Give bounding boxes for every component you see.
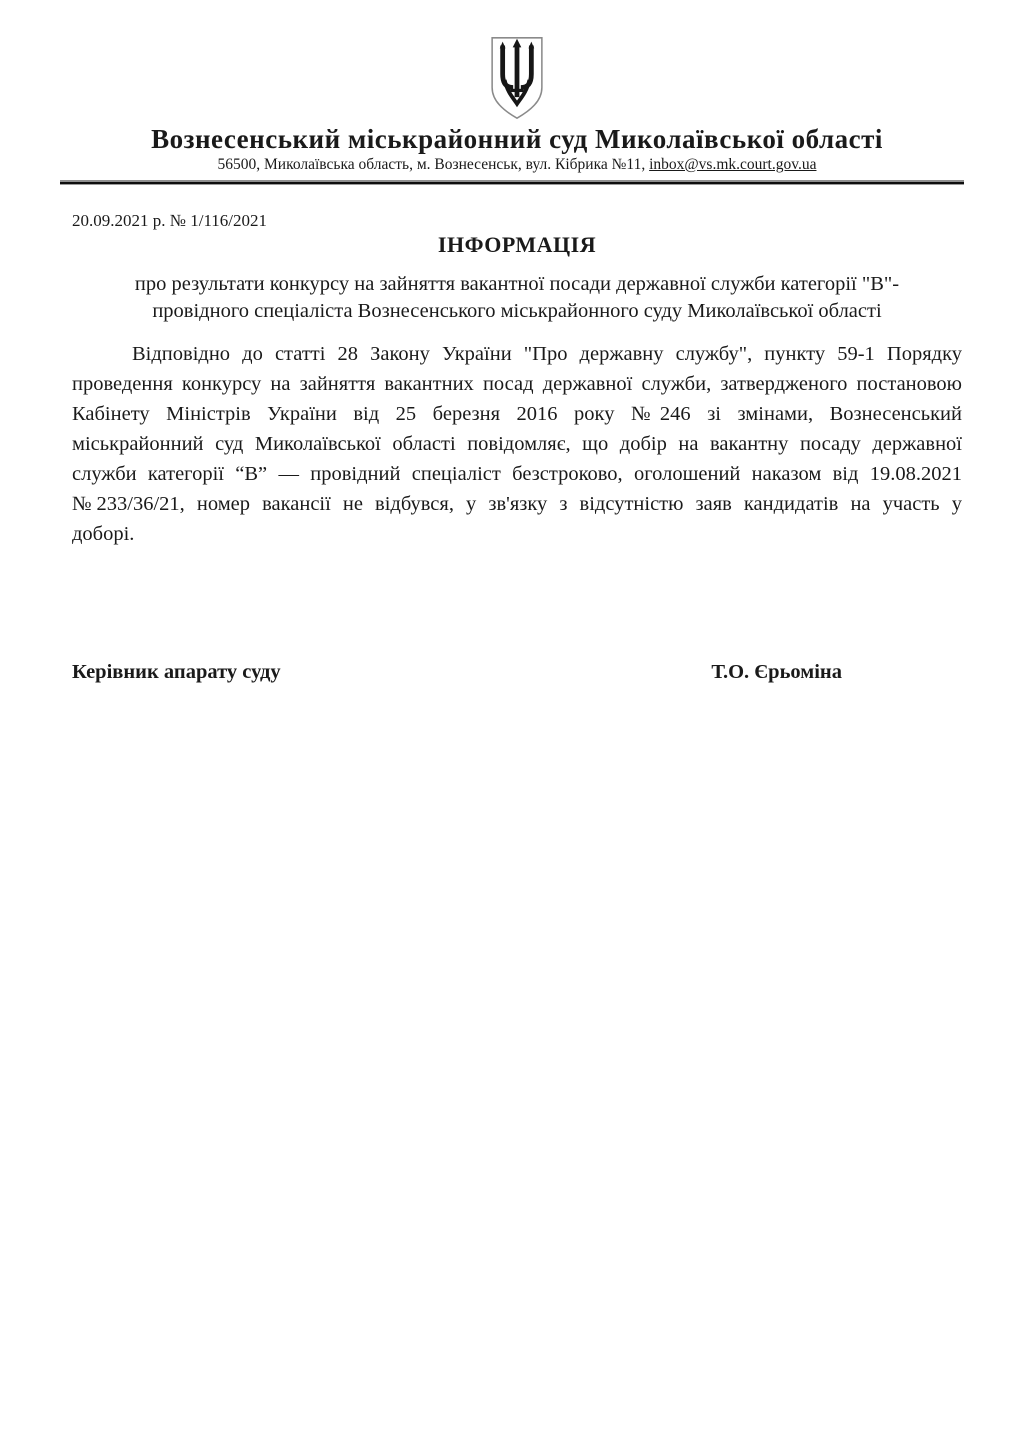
signer-position: Керівник апарату суду	[72, 661, 281, 683]
court-email-link[interactable]: inbox@vs.mk.court.gov.ua	[649, 156, 817, 173]
court-address-text: 56500, Миколаївська область, м. Вознесенськ, вул. Кібрика №11,	[217, 156, 650, 173]
signature-row	[72, 661, 962, 684]
document-body-paragraph: Відповідно до статті 28 Закону України "Про державну службу", пункту 59-1 Порядку проведення конкурсу на зайняття вакантних посад державної служби, затвердженого постановою Кабінету Міністрів України від 25 березня 2016 року №246 зі змінами, Вознесенський міськрайонний суд Миколаївської області повідомляє, що добір на вакантну посаду державної служби категорії “В” — провідний спеціаліст безстроково, оголошений наказом від 19.08.2021 №233/36/21, номер вакансії не відбувся, у зв'язку з відсутністю заяв кандидатів на участь у доборі.	[72, 343, 962, 545]
document-date-and-number: 20.09.2021 р. № 1/116/2021	[72, 211, 268, 230]
document-subtitle: про результати конкурсу на зайняття вакантної посади державної служби категорії "В"- провідного спеціаліста Вознесенського міськрайонного суду Миколаївської області	[134, 273, 900, 322]
court-name-title: Вознесенський міськрайонний суд Миколаївської області	[151, 124, 883, 154]
ukraine-trident-emblem-icon	[488, 34, 546, 122]
document-heading: ІНФОРМАЦІЯ	[437, 232, 597, 257]
letterhead	[72, 0, 962, 122]
letterhead-divider	[60, 180, 964, 185]
signer-name: Т.О. Єрьоміна	[711, 661, 842, 683]
court-address-line	[72, 156, 962, 174]
